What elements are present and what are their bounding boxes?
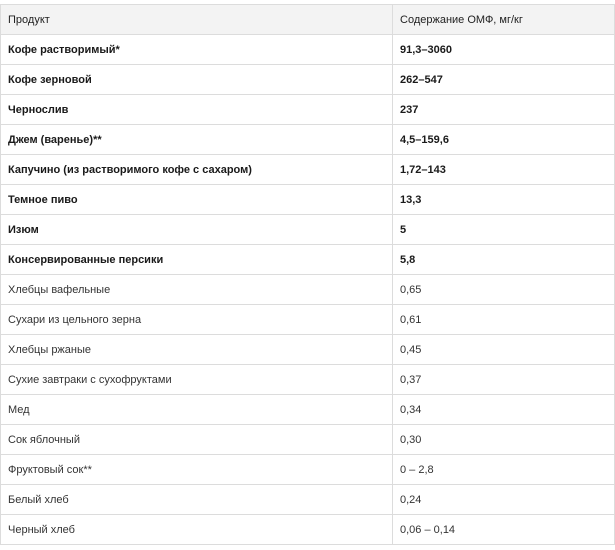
omf-value-cell: 0,37 (393, 365, 615, 395)
product-cell: Белый хлеб (1, 485, 393, 515)
omf-value-cell: 0,65 (393, 275, 615, 305)
table-row (1, 95, 615, 125)
omf-value-cell: 0,61 (393, 305, 615, 335)
table-row (1, 515, 615, 545)
table-body (1, 35, 615, 545)
product-cell: Сухие завтраки с сухофруктами (1, 365, 393, 395)
omf-value-cell: 0,30 (393, 425, 615, 455)
product-cell: Сухари из цельного зерна (1, 305, 393, 335)
product-cell: Кофе растворимый* (1, 35, 393, 65)
omf-value-cell: 91,3–3060 (393, 35, 615, 65)
omf-value-cell: 0,34 (393, 395, 615, 425)
product-cell: Консервированные персики (1, 245, 393, 275)
table-row (1, 485, 615, 515)
omf-value-cell: 0,24 (393, 485, 615, 515)
omf-content-table (0, 4, 615, 545)
product-cell: Черный хлеб (1, 515, 393, 545)
table-row (1, 365, 615, 395)
table-row (1, 455, 615, 485)
product-cell: Хлебцы вафельные (1, 275, 393, 305)
product-cell: Темное пиво (1, 185, 393, 215)
product-cell: Фруктовый сок** (1, 455, 393, 485)
omf-value-cell: 4,5–159,6 (393, 125, 615, 155)
product-cell: Изюм (1, 215, 393, 245)
table-row (1, 215, 615, 245)
table-row (1, 155, 615, 185)
omf-value-cell: 0,06 – 0,14 (393, 515, 615, 545)
omf-value-cell: 262–547 (393, 65, 615, 95)
omf-value-cell: 5 (393, 215, 615, 245)
table-row (1, 125, 615, 155)
omf-value-cell: 1,72–143 (393, 155, 615, 185)
table-header-row (1, 5, 615, 35)
product-cell: Чернослив (1, 95, 393, 125)
table-row (1, 275, 615, 305)
product-cell: Мед (1, 395, 393, 425)
header-omf-content: Содержание ОМФ, мг/кг (393, 5, 615, 35)
omf-value-cell: 0,45 (393, 335, 615, 365)
product-cell: Джем (варенье)** (1, 125, 393, 155)
table-row (1, 335, 615, 365)
table-row (1, 395, 615, 425)
omf-value-cell: 237 (393, 95, 615, 125)
table-row (1, 65, 615, 95)
product-cell: Кофе зерновой (1, 65, 393, 95)
table-row (1, 185, 615, 215)
omf-value-cell: 13,3 (393, 185, 615, 215)
omf-value-cell: 0 – 2,8 (393, 455, 615, 485)
omf-value-cell: 5,8 (393, 245, 615, 275)
table-row (1, 35, 615, 65)
product-cell: Сок яблочный (1, 425, 393, 455)
table-row (1, 245, 615, 275)
product-cell: Капучино (из растворимого кофе с сахаром) (1, 155, 393, 185)
table-row (1, 305, 615, 335)
table-row (1, 425, 615, 455)
header-product: Продукт (1, 5, 393, 35)
product-cell: Хлебцы ржаные (1, 335, 393, 365)
